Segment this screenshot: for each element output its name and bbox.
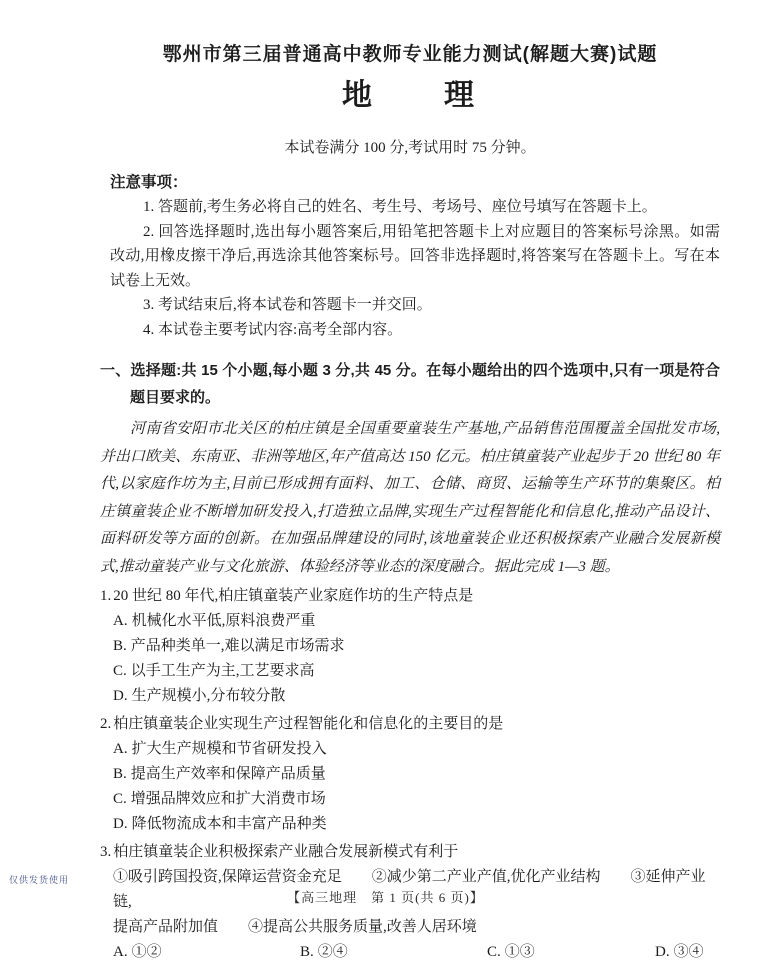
notice-item-1: 1. 答题前,考生务必将自己的姓名、考生号、考场号、座位号填写在答题卡上。 xyxy=(143,199,657,215)
option-a-label: A. xyxy=(113,944,128,960)
question-1-option-a xyxy=(113,609,720,634)
question-1-option-d xyxy=(113,684,720,709)
question-3-subitems-line1: ①吸引跨国投资,保障运营资金充足 ②减少第二产业产值,优化产业结构 ③延伸产业链, xyxy=(113,869,706,910)
question-2-option-c xyxy=(113,787,720,812)
question-3-option-b xyxy=(300,940,487,965)
option-b-label: B. xyxy=(113,638,127,654)
option-a-text: 机械化水平低,原料浪费严重 xyxy=(131,613,316,629)
question-3-number: 3. xyxy=(100,844,112,860)
page-footer: 【高三地理 第 1 页(共 6 页)】 xyxy=(287,890,484,905)
watermark-text: 仅供发货使用 xyxy=(9,875,70,885)
option-c-label: C. xyxy=(113,791,127,807)
section-heading-choice-questions: 一、选择题:共 15 个小题,每小题 3 分,共 45 分。在每小题给出的四个选项中,只有一项是符合题目要求的。 xyxy=(100,362,720,406)
question-2-stem xyxy=(100,712,720,737)
question-2-option-d xyxy=(113,812,720,837)
option-b-label: B. xyxy=(113,766,127,782)
question-3-option-c xyxy=(487,940,655,965)
option-c-text: ①③ xyxy=(504,944,535,960)
question-2-options xyxy=(113,737,720,837)
exam-title: 鄂州市第三届普通高中教师专业能力测试(解题大赛)试题 xyxy=(162,44,658,65)
question-3-text: 柏庄镇童装企业积极探索产业融合发展新模式有利于 xyxy=(113,844,459,860)
question-1 xyxy=(100,584,720,709)
option-b-text: 产品种类单一,难以满足市场需求 xyxy=(130,638,345,654)
question-3-option-a xyxy=(113,940,300,965)
question-1-stem xyxy=(100,584,720,609)
question-2-text: 柏庄镇童装企业实现生产过程智能化和信息化的主要目的是 xyxy=(113,716,504,732)
notice-item-4: 4. 本试卷主要考试内容:高考全部内容。 xyxy=(143,321,403,338)
question-2-option-b xyxy=(113,762,720,787)
option-a-text: 扩大生产规模和节省研发投入 xyxy=(131,741,327,757)
option-d-text: 降低物流成本和丰富产品种类 xyxy=(131,816,327,832)
notice-item-3: 3. 考试结束后,将本试卷和答题卡一并交回。 xyxy=(143,297,432,313)
option-a-label: A. xyxy=(113,613,128,629)
question-3-option-d xyxy=(655,940,720,965)
option-b-text: 提高生产效率和保障产品质量 xyxy=(130,766,326,782)
question-2 xyxy=(100,712,720,837)
notices-section xyxy=(110,170,720,342)
question-1-number: 1. xyxy=(100,588,112,604)
exam-page xyxy=(100,42,720,965)
notice-item-2: 2. 回答选择题时,选出每小题答案后,用铅笔把答题卡上对应题目的答案标号涂黑。如需改动,用橡皮擦干净后,再选涂其他答案标号。回答非选择题时,将答案写在答题卡上。写在本试卷上无效。 xyxy=(110,223,720,289)
option-d-label: D. xyxy=(655,944,670,960)
option-d-label: D. xyxy=(113,688,128,704)
question-2-option-a xyxy=(113,737,720,762)
question-3-options-row xyxy=(113,940,720,965)
exam-subtitle: 本试卷满分 100 分,考试用时 75 分钟。 xyxy=(284,140,536,156)
option-d-text: 生产规模小,分布较分散 xyxy=(131,688,286,704)
question-1-option-c xyxy=(113,659,720,684)
question-1-text: 20 世纪 80 年代,柏庄镇童装产业家庭作坊的生产特点是 xyxy=(113,588,474,604)
option-c-label: C. xyxy=(113,663,127,679)
option-c-label: C. xyxy=(487,944,501,960)
question-1-options xyxy=(113,609,720,709)
option-d-label: D. xyxy=(113,816,128,832)
option-a-text: ①② xyxy=(131,944,162,960)
question-3-stem xyxy=(100,840,720,865)
option-d-text: ③④ xyxy=(673,944,704,960)
subject-title: 地 理 xyxy=(342,79,478,112)
option-b-text: ②④ xyxy=(317,944,348,960)
notices-header: 注意事项： xyxy=(110,174,188,191)
question-3-subitems-line2: 提高产品附加值 ④提高公共服务质量,改善人居环境 xyxy=(113,919,477,935)
reading-passage: 河南省安阳市北关区的柏庄镇是全国重要童装生产基地,产品销售范围覆盖全国批发市场,并出口欧美、东南亚、非洲等地区,年产值高达 150 亿元。柏庄镇童装产业起步于 20 世纪 80 年代,以家庭作坊为主,目前已形成拥有面料、加工、仓储、商贸、运输等生产环节的集聚区。柏庄镇童装企业不断增加研发投入,打造独立品牌,实现生产过程智能化和信息化,推动产品设计、面料研发等方面的创新。在加强品牌建设的同时,该地童装企业还积极探索产业融合发展新模式,推动童装产业与文化旅游、体验经济等业态的深度融合。据此完成 1—3 题。 xyxy=(100,421,720,575)
option-c-text: 增强品牌效应和扩大消费市场 xyxy=(130,791,326,807)
option-a-label: A. xyxy=(113,741,128,757)
option-b-label: B. xyxy=(300,944,314,960)
option-c-text: 以手工生产为主,工艺要求高 xyxy=(130,663,315,679)
question-2-number: 2. xyxy=(100,716,112,732)
question-1-option-b xyxy=(113,634,720,659)
